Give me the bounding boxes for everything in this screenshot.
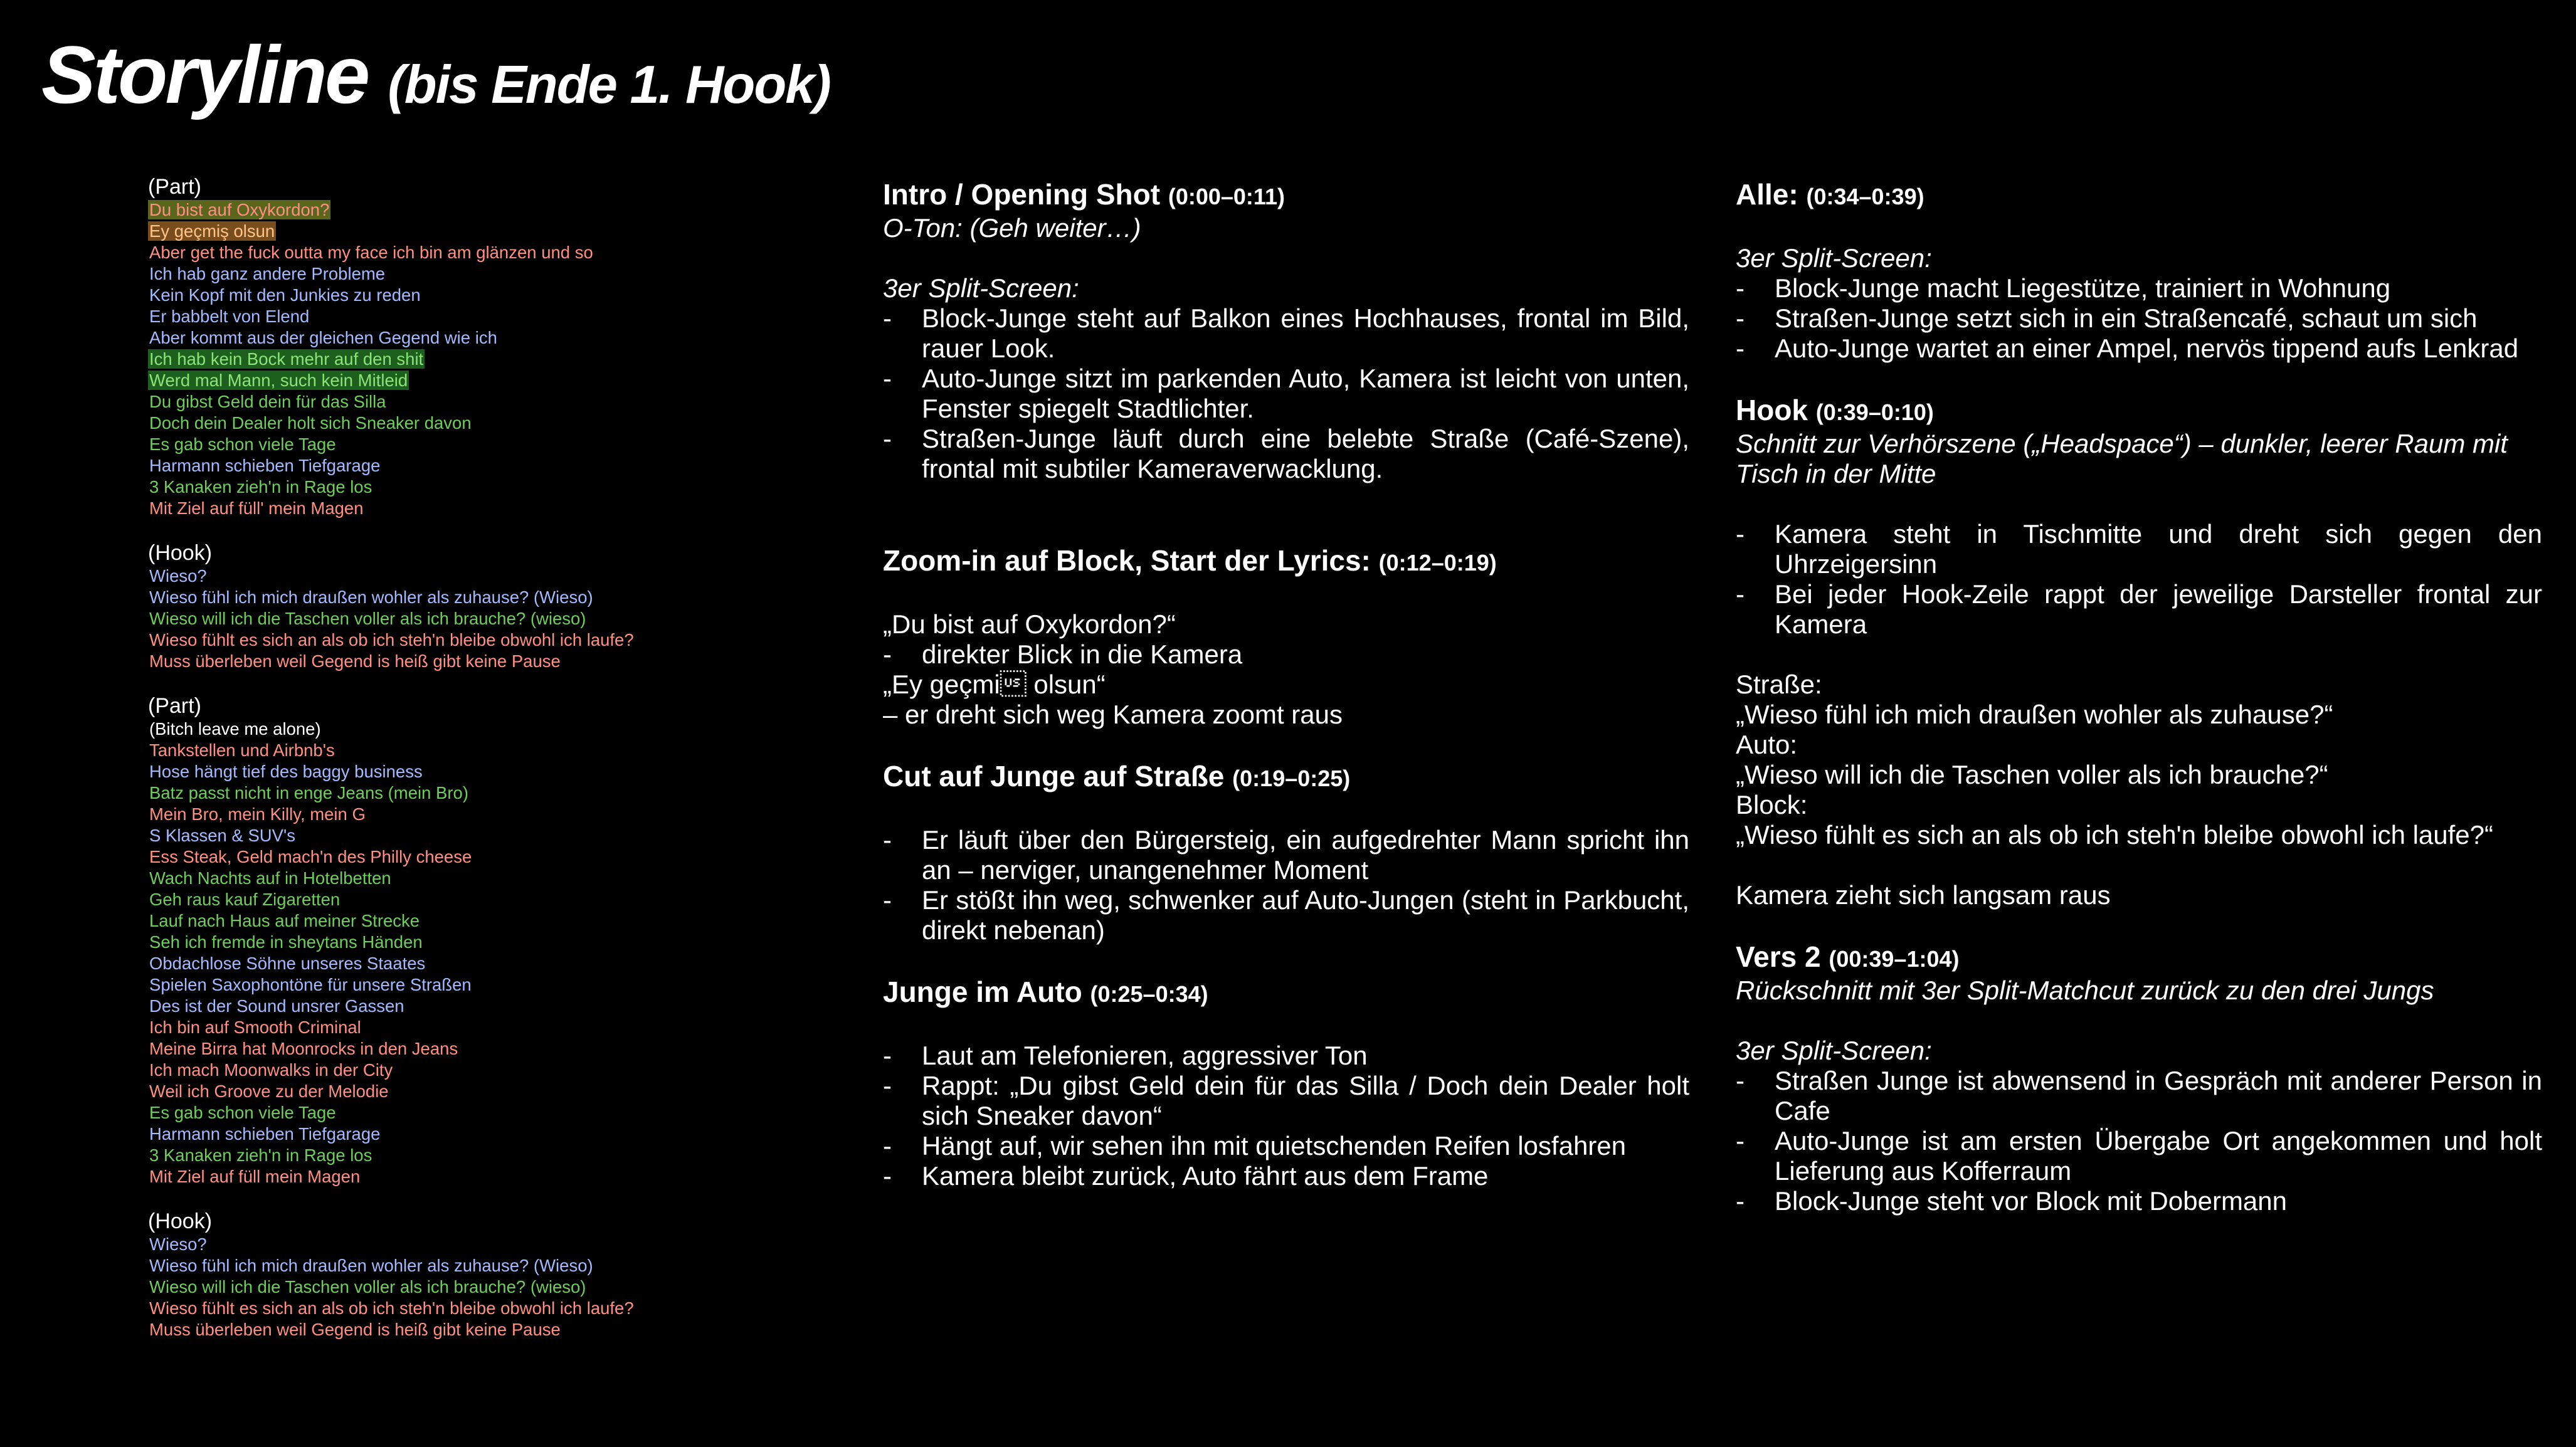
section-heading bbox=[883, 760, 1689, 795]
lyric-line bbox=[148, 804, 775, 825]
lyric-line bbox=[148, 1102, 775, 1123]
lyric-text: Tankstellen und Airbnb's bbox=[149, 740, 335, 760]
timecode: (0:19–0:25) bbox=[1232, 766, 1351, 791]
title-main: Storyline bbox=[41, 29, 368, 120]
lyric-line bbox=[148, 740, 775, 761]
lyric-line bbox=[148, 825, 775, 846]
hook-line: „Wieso fühlt es sich an als ob ich steh'n bleibe obwohl ich laufe?“ bbox=[1736, 820, 2494, 850]
lyric-text: Es gab schon viele Tage bbox=[149, 434, 336, 454]
lyric-text: Geh raus kauf Zigaretten bbox=[149, 890, 340, 909]
lyric-line bbox=[148, 608, 775, 629]
shot-item: - Auto-Junge ist am ersten Übergabe Ort angekommen und holt Lieferung aus Kofferraum bbox=[1736, 1126, 2542, 1186]
shot-item: - Straßen Junge ist abwensend in Gespräch mit anderer Person in Cafe bbox=[1736, 1066, 2542, 1126]
title-subtitle: (bis Ende 1. Hook) bbox=[388, 55, 830, 115]
shot-item: - Auto-Junge sitzt im parkenden Auto, Kamera ist leicht von unten, Fenster spiegelt Stadtlichter. bbox=[883, 364, 1689, 424]
lyrics-section-heading: (Hook) bbox=[148, 1209, 213, 1233]
split-screen-label: 3er Split-Screen: bbox=[1736, 1036, 1932, 1065]
lyric-text: Aber kommt aus der gleichen Gegend wie ich bbox=[149, 328, 497, 347]
lyric-text: Ich mach Moonwalks in der City bbox=[149, 1060, 393, 1080]
lyric-line bbox=[148, 1255, 775, 1276]
lyric-text: Mit Ziel auf füll mein Magen bbox=[149, 1167, 361, 1186]
lyrics-section-heading: (Part) bbox=[148, 175, 201, 199]
lyric-quote: „Du bist auf Oxykordon?“ bbox=[883, 609, 1176, 639]
lyric-line bbox=[148, 953, 775, 974]
lyric-text: Spielen Saxophontöne für unsere Straßen bbox=[149, 975, 472, 994]
heading-text: Hook bbox=[1736, 394, 1808, 426]
heading-text: Vers 2 bbox=[1736, 940, 1821, 973]
lyric-line bbox=[148, 868, 775, 889]
lyric-line bbox=[148, 1038, 775, 1060]
lyric-line bbox=[148, 1017, 775, 1038]
split-screen-label: 3er Split-Screen: bbox=[883, 273, 1079, 303]
timecode: (0:00–0:11) bbox=[1168, 184, 1285, 209]
lyrics-section-heading: (Part) bbox=[148, 694, 201, 718]
lyrics-part-1 bbox=[148, 174, 775, 519]
storyboard-column-2 bbox=[1736, 178, 2542, 1246]
lyric-line bbox=[148, 566, 775, 587]
lyric-text: Obdachlose Söhne unseres Staates bbox=[149, 954, 426, 973]
lyric-line bbox=[148, 718, 775, 740]
timecode: (00:39–1:04) bbox=[1829, 946, 1960, 972]
timecode: (0:12–0:19) bbox=[1378, 550, 1497, 576]
lyric-line bbox=[148, 1145, 775, 1166]
lyric-text: Muss überleben weil Gegend is heiß gibt keine Pause bbox=[149, 651, 561, 671]
shot-item: - Block-Junge macht Liegestütze, trainiert in Wohnung bbox=[1736, 273, 2542, 303]
hook-role: Straße: bbox=[1736, 670, 1822, 699]
heading-text: Cut auf Junge auf Straße bbox=[883, 760, 1225, 792]
lyric-line bbox=[148, 974, 775, 996]
shot-item: - Er stößt ihn weg, schwenker auf Auto-Jungen (steht in Parkbucht, direkt nebenan) bbox=[883, 885, 1689, 945]
lyric-text: Wieso? bbox=[149, 566, 207, 586]
lyric-line bbox=[148, 370, 775, 391]
lyric-text: Hose hängt tief des baggy business bbox=[149, 762, 423, 781]
lyric-text: Wieso fühl ich mich draußen wohler als zuhause? (Wieso) bbox=[149, 1256, 593, 1275]
lyric-line bbox=[148, 476, 775, 498]
lyric-text: Aber get the fuck outta my face ich bin am glänzen und so bbox=[149, 243, 593, 262]
lyric-line bbox=[148, 1166, 775, 1187]
lyric-text: Wieso fühl ich mich draußen wohler als zuhause? (Wieso) bbox=[149, 587, 593, 607]
lyric-line bbox=[148, 1060, 775, 1081]
lyric-text: (Bitch leave me alone) bbox=[149, 719, 321, 739]
lyric-line bbox=[148, 498, 775, 519]
lyric-text: Ich bin auf Smooth Criminal bbox=[149, 1018, 361, 1037]
lyric-text: Batz passt nicht in enge Jeans (mein Bro) bbox=[149, 783, 469, 802]
lyric-text: Wieso fühlt es sich an als ob ich steh'n bleibe obwohl ich laufe? bbox=[149, 630, 634, 650]
heading-text: Zoom-in auf Block, Start der Lyrics: bbox=[883, 544, 1371, 577]
shot-item: - Block-Junge steht vor Block mit Dobermann bbox=[1736, 1186, 2542, 1216]
lyric-text: Wieso fühlt es sich an als ob ich steh'n bleibe obwohl ich laufe? bbox=[149, 1298, 634, 1318]
lyric-text: Kein Kopf mit den Junkies zu reden bbox=[149, 285, 421, 305]
lyric-text: 3 Kanaken zieh'n in Rage los bbox=[149, 1145, 372, 1165]
section-note: O-Ton: (Geh weiter…) bbox=[883, 213, 1141, 243]
lyric-line bbox=[148, 1123, 775, 1145]
lyric-line bbox=[148, 391, 775, 413]
lyric-text: Mein Bro, mein Killy, mein G bbox=[149, 804, 366, 824]
lyric-text: S Klassen & SUV's bbox=[149, 826, 295, 845]
shot-list bbox=[883, 639, 1689, 670]
lyric-text: Wieso? bbox=[149, 1234, 207, 1254]
lyric-line bbox=[148, 932, 775, 953]
lyric-line bbox=[148, 306, 775, 327]
lyrics-section-heading: (Hook) bbox=[148, 541, 213, 565]
lyric-text: Doch dein Dealer holt sich Sneaker davon bbox=[149, 413, 472, 433]
heading-text: Alle: bbox=[1736, 178, 1798, 211]
section-heading bbox=[883, 178, 1689, 213]
split-screen-label: 3er Split-Screen: bbox=[1736, 243, 1932, 273]
lyric-line bbox=[148, 327, 775, 349]
lyric-line bbox=[148, 221, 775, 242]
lyrics-hook-1 bbox=[148, 540, 775, 672]
lyric-text: Lauf nach Haus auf meiner Strecke bbox=[149, 911, 420, 930]
lyrics-column bbox=[148, 174, 775, 1362]
shot-list bbox=[883, 825, 1689, 945]
shot-list bbox=[883, 303, 1689, 484]
lyric-text: Seh ich fremde in sheytans Händen bbox=[149, 932, 423, 952]
section-note: Rückschnitt mit 3er Split-Matchcut zurück zu den drei Jungs bbox=[1736, 976, 2434, 1005]
shot-item: - Rappt: „Du gibst Geld dein für das Silla / Doch dein Dealer holt sich Sneaker davon“ bbox=[883, 1071, 1689, 1131]
lyric-line bbox=[148, 782, 775, 804]
lyric-text: Es gab schon viele Tage bbox=[149, 1103, 336, 1122]
lyric-text: Ess Steak, Geld mach'n des Philly cheese bbox=[149, 847, 472, 866]
lyrics-lines bbox=[148, 1234, 775, 1340]
section-heading bbox=[883, 976, 1689, 1011]
lyric-line bbox=[148, 910, 775, 932]
heading-text: Intro / Opening Shot bbox=[883, 178, 1161, 211]
shot-item: - direkter Blick in die Kamera bbox=[883, 639, 1689, 670]
lyric-text: Muss überleben weil Gegend is heiß gibt keine Pause bbox=[149, 1320, 561, 1339]
shot-note: – er dreht sich weg Kamera zoomt raus bbox=[883, 700, 1343, 729]
lyric-line bbox=[148, 651, 775, 672]
cut-block bbox=[883, 760, 1689, 945]
timecode: (0:39–0:10) bbox=[1815, 399, 1934, 425]
shot-item: - Kamera bleibt zurück, Auto fährt aus dem Frame bbox=[883, 1161, 1689, 1191]
section-heading bbox=[1736, 178, 2542, 213]
lyric-text: Wieso will ich die Taschen voller als ich brauche? (wieso) bbox=[149, 609, 586, 628]
lyric-text: Meine Birra hat Moonrocks in den Jeans bbox=[149, 1039, 458, 1058]
lyrics-part-2 bbox=[148, 693, 775, 1187]
lyrics-lines bbox=[148, 718, 775, 1187]
lyric-text: Ich hab kein Bock mehr auf den shit bbox=[149, 349, 424, 369]
lyric-line bbox=[148, 1298, 775, 1319]
storyboard-column-1 bbox=[883, 178, 1689, 1221]
lyric-line bbox=[148, 285, 775, 306]
alle-block bbox=[1736, 178, 2542, 364]
lyrics-lines bbox=[148, 199, 775, 519]
lyric-line bbox=[148, 629, 775, 651]
shot-item: - Er läuft über den Bürgersteig, ein aufgedrehter Mann spricht ihn an – nerviger, unangenehmer Moment bbox=[883, 825, 1689, 885]
shot-list bbox=[1736, 1066, 2542, 1216]
hook-role: Block: bbox=[1736, 790, 1808, 819]
hook-line: „Wieso fühl ich mich draußen wohler als zuhause?“ bbox=[1736, 700, 2333, 729]
page-title bbox=[41, 30, 830, 120]
heading-text: Junge im Auto bbox=[883, 976, 1082, 1008]
section-heading bbox=[1736, 394, 2542, 429]
lyrics-hook-2 bbox=[148, 1209, 775, 1340]
lyric-line bbox=[148, 455, 775, 476]
hook-block bbox=[1736, 394, 2542, 910]
intro-block bbox=[883, 178, 1689, 484]
lyric-line bbox=[148, 242, 775, 263]
shot-item: - Kamera steht in Tischmitte und dreht sich gegen den Uhrzeigersinn bbox=[1736, 519, 2542, 579]
lyric-text: Ey geçmiş olsun bbox=[149, 221, 275, 241]
lyric-line bbox=[148, 889, 775, 910]
lyric-line bbox=[148, 413, 775, 434]
lyric-text: Du bist auf Oxykordon? bbox=[149, 200, 330, 219]
lyric-text: Harmann schieben Tiefgarage bbox=[149, 456, 381, 475]
shot-item: - Laut am Telefonieren, aggressiver Ton bbox=[883, 1041, 1689, 1071]
timecode: (0:25–0:34) bbox=[1090, 981, 1208, 1007]
shot-item: - Straßen-Junge setzt sich in ein Straßencafé, schaut um sich bbox=[1736, 303, 2542, 334]
lyric-text: Er babbelt von Elend bbox=[149, 307, 310, 326]
lyric-line bbox=[148, 1319, 775, 1340]
shot-list bbox=[1736, 519, 2542, 639]
shot-item: - Auto-Junge wartet an einer Ampel, nervös tippend aufs Lenkrad bbox=[1736, 334, 2542, 364]
lyric-text: Harmann schieben Tiefgarage bbox=[149, 1124, 381, 1144]
hook-line: „Wieso will ich die Taschen voller als ich brauche?“ bbox=[1736, 760, 2328, 789]
lyric-text: Wieso will ich die Taschen voller als ich brauche? (wieso) bbox=[149, 1277, 586, 1297]
shot-item: - Bei jeder Hook-Zeile rappt der jeweilige Darsteller frontal zur Kamera bbox=[1736, 579, 2542, 639]
lyric-text: Werd mal Mann, such kein Mitleid bbox=[149, 371, 408, 390]
zoom-block bbox=[883, 544, 1689, 730]
lyric-text: Des ist der Sound unsrer Gassen bbox=[149, 996, 404, 1016]
timecode: (0:34–0:39) bbox=[1806, 184, 1924, 209]
lyric-line bbox=[148, 434, 775, 455]
hook-role: Auto: bbox=[1736, 730, 1798, 759]
vers2-block bbox=[1736, 940, 2542, 1216]
lyric-text: 3 Kanaken zieh'n in Rage los bbox=[149, 477, 372, 497]
shot-list bbox=[1736, 273, 2542, 364]
hook-closing: Kamera zieht sich langsam raus bbox=[1736, 880, 2111, 910]
lyric-line bbox=[148, 761, 775, 782]
lyric-text: Weil ich Groove zu der Melodie bbox=[149, 1081, 389, 1101]
shot-item: - Hängt auf, wir sehen ihn mit quietschenden Reifen losfahren bbox=[883, 1131, 1689, 1161]
lyric-text: Wach Nachts auf in Hotelbetten bbox=[149, 868, 391, 888]
lyric-line bbox=[148, 846, 775, 868]
lyric-quote: „Ey geçmi olsun“ bbox=[883, 670, 1106, 699]
lyric-text: Du gibst Geld dein für das Silla bbox=[149, 392, 386, 411]
lyric-text: Mit Ziel auf füll' mein Magen bbox=[149, 498, 364, 518]
lyric-line bbox=[148, 263, 775, 285]
shot-list bbox=[883, 1041, 1689, 1191]
lyric-line bbox=[148, 1234, 775, 1255]
lyric-line bbox=[148, 996, 775, 1017]
lyric-text: Ich hab ganz andere Probleme bbox=[149, 264, 386, 283]
lyrics-lines bbox=[148, 566, 775, 672]
lyric-line bbox=[148, 1276, 775, 1298]
shot-item: - Block-Junge steht auf Balkon eines Hochhauses, frontal im Bild, rauer Look. bbox=[883, 303, 1689, 364]
lyric-line bbox=[148, 1081, 775, 1102]
section-heading bbox=[1736, 940, 2542, 976]
lyric-line bbox=[148, 587, 775, 608]
section-note: Schnitt zur Verhörszene („Headspace“) – dunkler, leerer Raum mit Tisch in der Mitte bbox=[1736, 429, 2508, 488]
shot-item: - Straßen-Junge läuft durch eine belebte Straße (Café-Szene), frontal mit subtiler Kameraverwacklung. bbox=[883, 424, 1689, 484]
section-heading bbox=[883, 544, 1689, 579]
auto-block bbox=[883, 976, 1689, 1191]
lyric-line bbox=[148, 349, 775, 370]
lyric-line bbox=[148, 199, 775, 221]
